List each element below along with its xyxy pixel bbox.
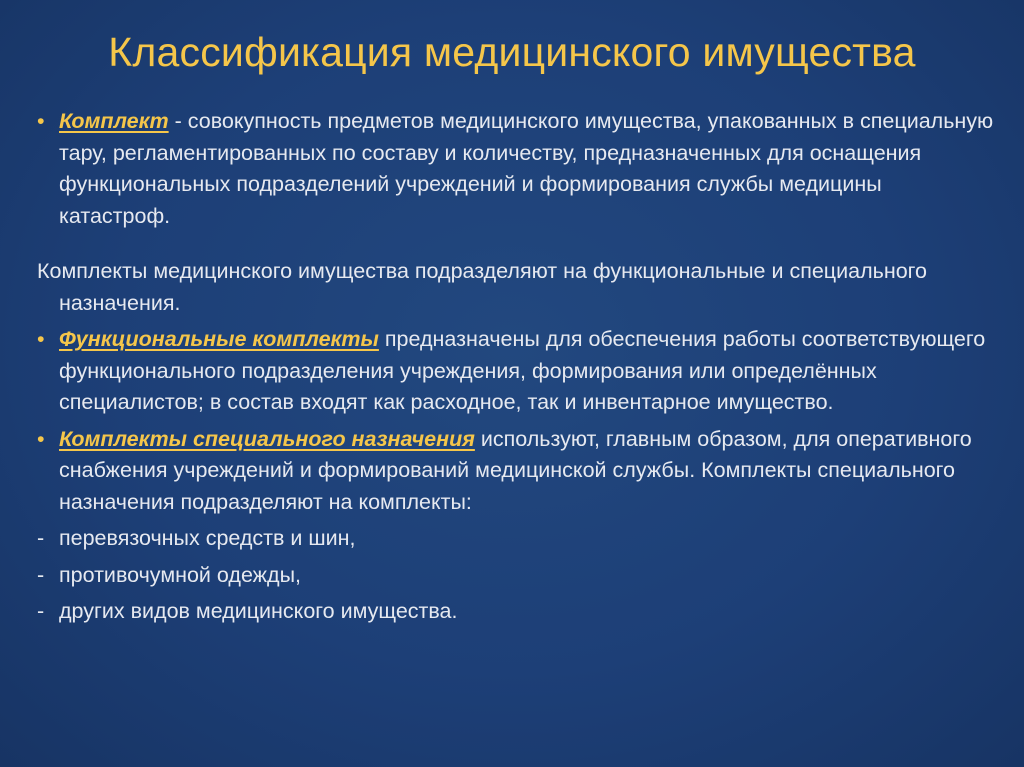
dash-icon: - [37,526,45,550]
special-text: используют, главным образом, для оперативного снабжения учреждений и формирований медицинской службы. Комплекты специального назначения подразделяют на комплекты: [59,426,972,514]
slide-title: Классификация медицинского имущества [108,29,916,75]
bullet-icon: • [37,109,45,133]
slide-content [37,106,997,628]
definition-paragraph [37,106,997,232]
list-item-text: других видов медицинского имущества. [59,599,458,623]
list-item-text: перевязочных средств и шин, [59,526,356,550]
list-item-text: противочумной одежды, [59,562,302,587]
dash-icon: - [37,599,45,623]
bullet-icon: • [37,327,45,351]
dash-icon: - [37,562,45,587]
term-functional: Функциональные комплекты [59,327,379,351]
term-special: Комплекты специального назначения [59,426,475,451]
classification-paragraph [37,256,997,319]
special-paragraph [37,424,997,519]
classification-text: Комплекты медицинского имущества подразделяют на функциональные и специального назначения. [37,259,927,315]
term-komplekt: Комплект [59,109,169,133]
functional-text: предназначены для обеспечения работы соответствующего функционального подразделения учреждения, формирования или определённых специалистов; в состав входят как расходное, так и инвентарное имущество. [59,327,986,414]
list-item [37,596,997,628]
definition-text: - совокупность предметов медицинского имущества, упакованных в специальную тару, регламентированных по составу и количеству, предназначенных для оснащения функциональных подразделений учреждений и формирования службы медицины катастроф. [59,109,994,228]
list-item [37,523,997,555]
list-item [37,560,997,592]
functional-paragraph [37,324,997,419]
bullet-icon: • [37,426,45,451]
